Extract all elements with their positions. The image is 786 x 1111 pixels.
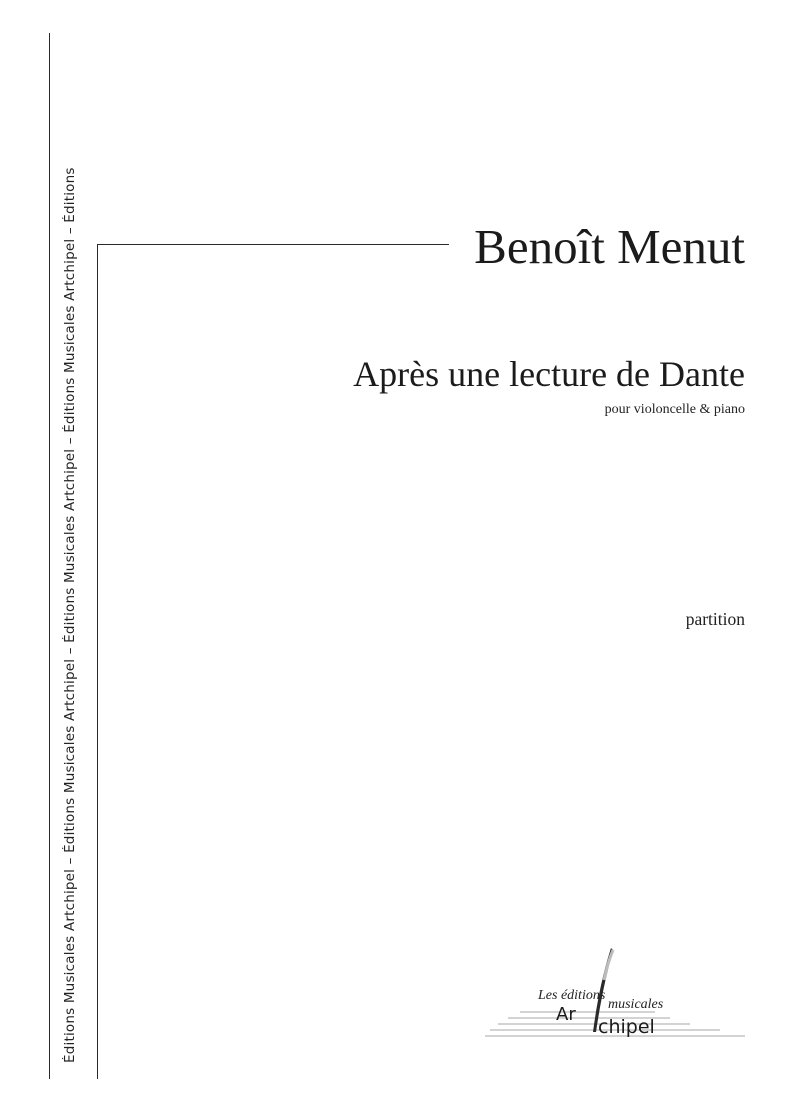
logo-text-musicales: musicales — [608, 997, 664, 1012]
logo-text-chipel: chipel — [598, 1016, 655, 1038]
logo-text-ar: Ar — [556, 1004, 576, 1025]
document-type-label: partition — [685, 609, 745, 629]
logo-text-les-editions: Les éditions — [538, 988, 606, 1003]
frame-vertical-rule — [97, 244, 98, 1079]
spine-publisher-text: Éditions Musicales Artchipel – Éditions Musicales Artchipel – Éditions Musicales Artchipel – Éditions Musicales Artchipel – Éditions — [62, 167, 78, 1063]
work-title: Après une lecture de Dante — [353, 354, 745, 394]
publisher-logo — [480, 940, 750, 1060]
composer-name: Benoît Menut — [474, 219, 745, 274]
frame-horizontal-rule — [97, 244, 449, 245]
spine-rule — [49, 33, 50, 1079]
instrumentation-subtitle: pour violoncelle & piano — [604, 402, 745, 417]
